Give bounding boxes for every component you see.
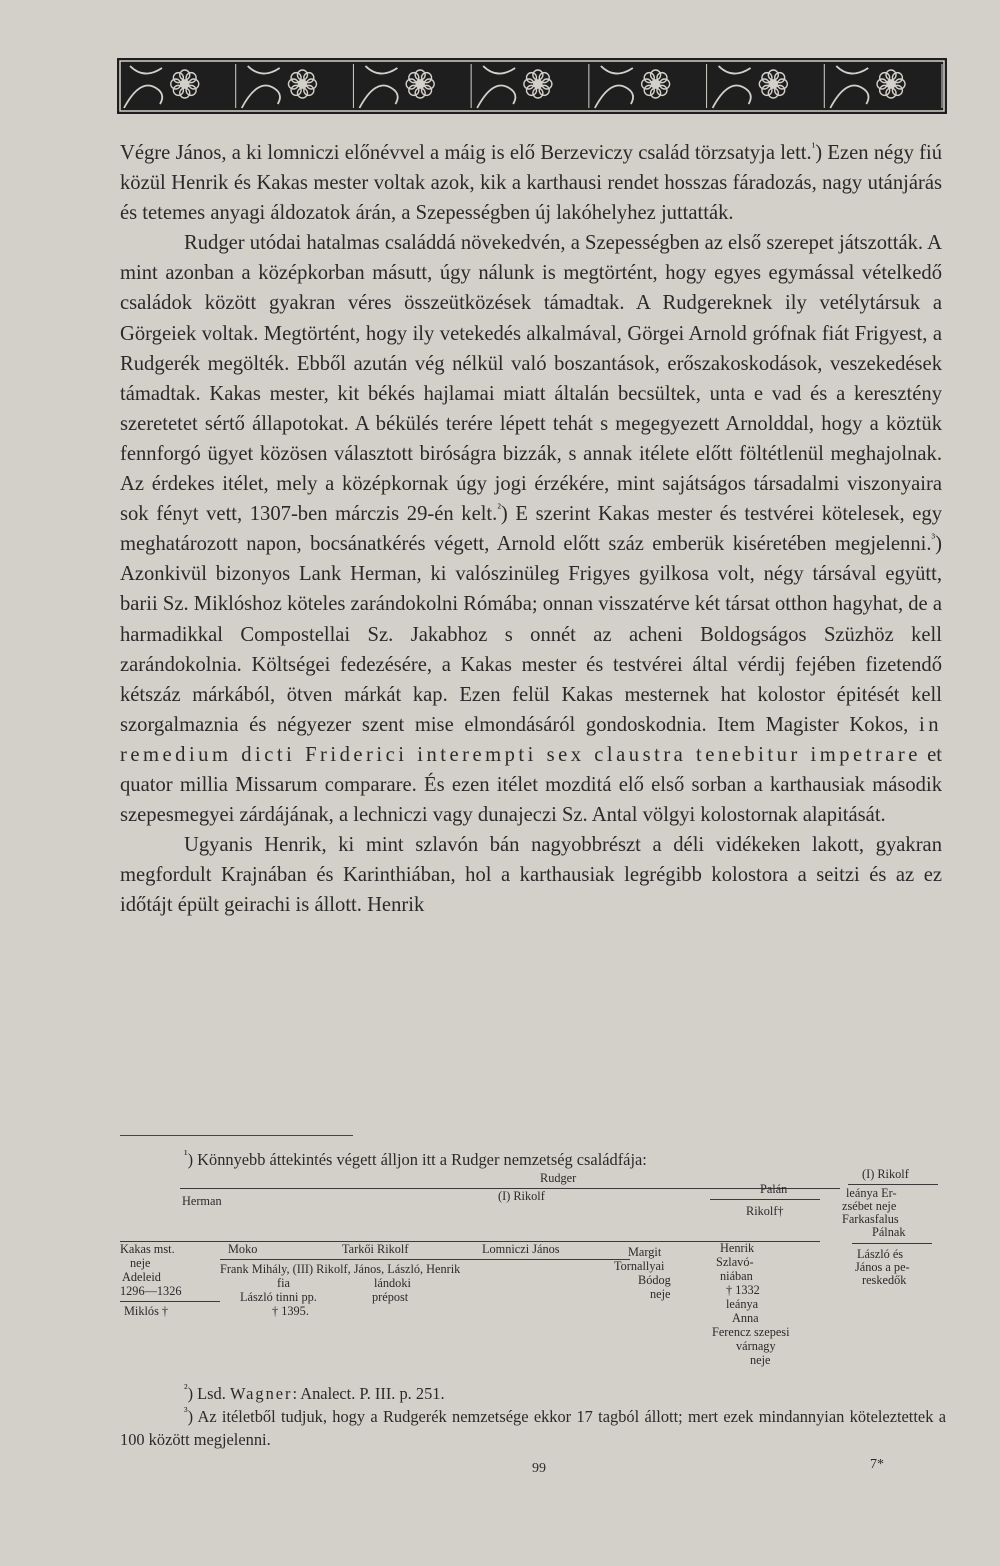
footnote-ref-1: ¹	[811, 140, 816, 155]
tree-rudger: Rudger	[540, 1171, 577, 1185]
tree-palan: Palán	[760, 1182, 788, 1196]
family-tree: Rudger (I) Rikolf leánya Er- zsébet neje Farkasfalus Pálnak László és János a pe- reskedők Herman (I) Rikolf Palán Rikolf† Kakas mst. neje Adeleid 1296—1326 Miklós † Moko Frank Mihály, (III) Rikolf, János, László, Henrik fia lándoki László tinni pp. prépost † 1395. Tarkői Rikolf Lomniczi János Margit Tornallyai Bódog neje Henrik Szlavó- niában † 1332 leánya Anna Ferencz szepesi várnagy neje	[120, 1165, 950, 1385]
footnote-ref-3: ³	[931, 531, 936, 546]
footnote-ref-2: ²	[497, 501, 501, 516]
paragraph-2: Rudger utódai hatalmas családdá növekedvén, a Szepességben az első szerepet játszották. A mint azonban a középkorban másutt, úgy nálunk is megtörtént, hogy egyes egymással vételkedő családok között gyakran véres összeütközések támadtak. A Rudgereknek ily vetélytársuk a Görgeiek voltak. Megtörtént, hogy ily vetekedés alkalmával, Görgei Arnold grófnak fiát Frigyest, a Rudgerék megölték. Ebből azután vég nélkül való boszantások, erőszakoskodások, veszekedések támadtak. Kakas mester, kit békés hajlamai miatt általán becsültek, unta e vad és a keresztény szeretetet sértő állapotokat. A békülés terére lépett tehát s megegyezett Arnolddal, hogy a köztük fennforgó ügyet közösen választott biróságra bizzák, s annak itélete előtt föltétlenül meghajolnak. Az érdekes itélet, mely a középkornak úgy jogi érzékére, mint sajátságos társadalmi viszonyaira sok fényt vett, 1307-ben márczis 29-én kelt.$^{^2}$) E szerint Kakas mester és testvérei kötelesek, egy meghatározott napon, bocsánatkérés végett, Arnold előtt száz emberük kiséretében megjelenni.$^{^3}$) Azonkivül bizonyos Lank Herman, ki valószinüleg Frigyes gyilkosa volt, négy társával együtt, barii Sz. Miklóshoz köteles zarándokolni Rómába; onnan visszatérve két társat otthon hagyhat, de a harmadikkal Compostellai Sz. Jakabhoz s onnét az acheni Boldogságos Szüzhöz kell zarándokolnia. Költségei fedezésére, a Kakas mester és testvérei által vérdij fejében fizetendő kétszáz márkából, ötven márkát kap. Ezen felül Kakas mesternek hat kolostor épitését kell szorgalmaznia és négyezer szent mise elmondásáról gondoskodnia. Item Magister Kokos, in remedium dicti Friderici interempti sex claustra tenebitur impetrare et quator millia Missarum comparare. És ezen itélet mozditá elő első sorban a karthausiak második szepesmegyei zárdájának, a lechniczi vagy dunajeczi Sz. Antal völgyi kolostornak alapitását.	[120, 232, 942, 827]
paragraph-3: Ugyanis Henrik, ki mint szlavón bán nagyobbrészt a déli vidékeken lakott, gyakran megfordult Krajnában és Karinthiában, hol a karthausiak legrégibb kolostora a seitzi és az ez időtájt épült geirachi is állott. Henrik	[120, 834, 942, 917]
paragraph-1: Végre János, a ki lomniczi előnévvel a máig is elő Berzeviczy család törzsatyja lett.$^{^1}$) Ezen négy fiú közül Henrik és Kakas mester voltak azok, kik a karthausi rendet hosszas fáradozás, nagy utánjárás és tetemes anyagi áldozatok árán, a Szepességben új lakóhelyhez juttatták.	[120, 140, 943, 225]
tree-rikolf-right: (I) Rikolf	[862, 1167, 909, 1181]
floral-border-ornament	[117, 58, 947, 114]
tree-rikolf-dagger: Rikolf†	[746, 1204, 784, 1218]
footnote-3: $^{^3}$) Az itéletből tudjuk, hogy a Rudgerék nemzetsége ekkor 17 tagból állott; mert ezek mindannyian köteleztettek a 100 között megjelenni.	[120, 1404, 946, 1449]
tree-herman: Herman	[182, 1194, 222, 1208]
footnote-1: $^{^1}$) Könnyebb áttekintés végett álljon itt a Rudger nemzetség családfája:	[184, 1147, 647, 1169]
tree-rikolf: (I) Rikolf	[498, 1189, 545, 1203]
footnote-rule	[120, 1135, 353, 1136]
body-text	[120, 138, 942, 920]
signature-mark: 7*	[870, 1457, 884, 1472]
footnote-2: $^{^2}$) Lsd. Wagner: Analect. P. III. p. 251.	[184, 1381, 445, 1403]
latin-quote: in remedium dicti Friderici interempti sex claustra tenebitur impetrare	[120, 713, 942, 766]
page-number: 99	[532, 1461, 546, 1476]
